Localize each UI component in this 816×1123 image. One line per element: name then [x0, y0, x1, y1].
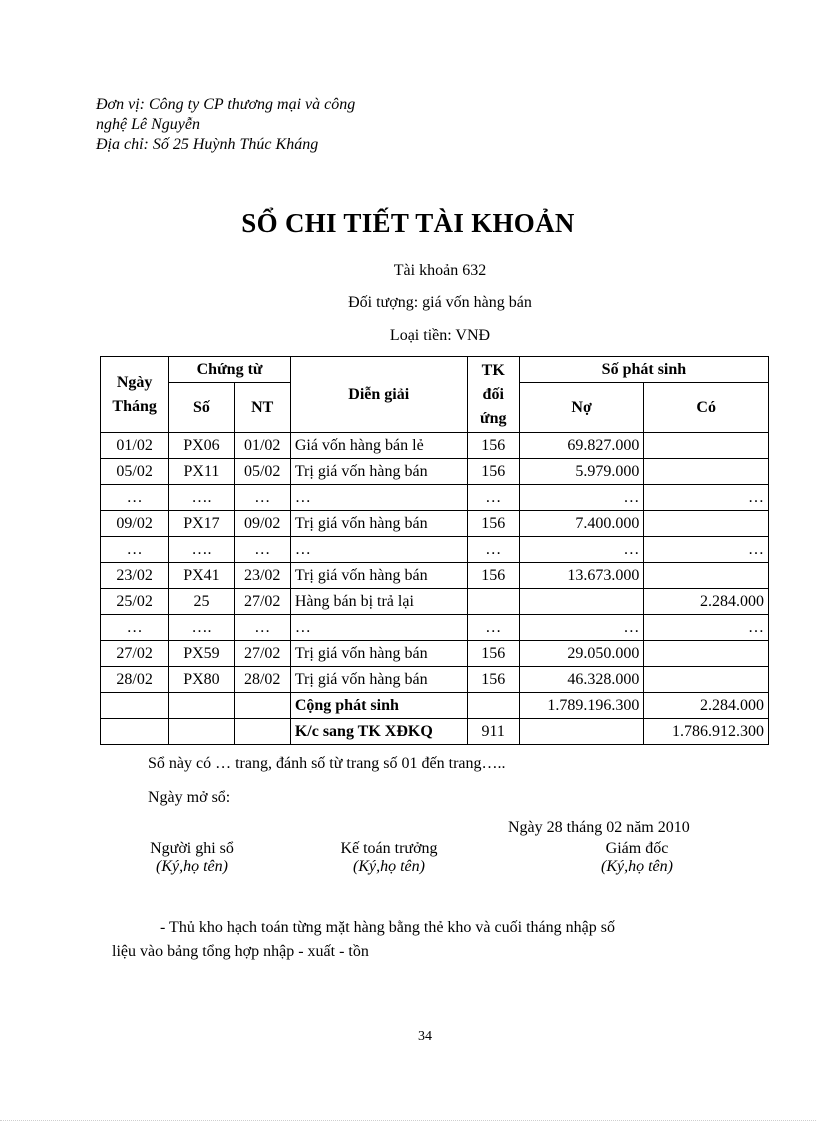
row-account: 156 — [467, 667, 519, 693]
table-row — [101, 459, 769, 485]
header-description: Diễn giải — [290, 357, 467, 433]
header-credit: Có — [644, 383, 769, 433]
row-date: … — [101, 615, 169, 641]
row-debit: 29.050.000 — [519, 641, 644, 667]
row-account: … — [467, 485, 519, 511]
row-voucher-no: PX41 — [169, 563, 234, 589]
row-voucher-no: PX59 — [169, 641, 234, 667]
row-debit — [519, 589, 644, 615]
total-credit: 2.284.000 — [644, 693, 769, 719]
total-label: Cộng phát sinh — [290, 693, 467, 719]
transfer-credit: 1.786.912.300 — [644, 719, 769, 745]
row-debit: … — [519, 485, 644, 511]
row-date: … — [101, 485, 169, 511]
account-label: Tài khoản 632 — [393, 262, 487, 279]
signer-role: Người ghi sổ — [150, 840, 234, 857]
table-row — [101, 667, 769, 693]
row-voucher-date: 09/02 — [234, 511, 290, 537]
sign-date: Ngày 28 tháng 02 năm 2010 — [508, 819, 690, 836]
table-row — [101, 563, 769, 589]
table-row — [101, 615, 769, 641]
document-title: SỔ CHI TIẾT TÀI KHOẢN — [241, 208, 575, 238]
row-account: 156 — [467, 459, 519, 485]
paragraph-line1: - Thủ kho hạch toán từng mặt hàng bằng thẻ kho và cuối tháng nhập số — [160, 919, 615, 936]
row-debit: … — [519, 537, 644, 563]
header-amount: Số phát sinh — [519, 357, 768, 383]
header-debit: Nợ — [519, 383, 644, 433]
row-account: 156 — [467, 563, 519, 589]
company-name-line2: nghệ Lê Nguyễn — [96, 116, 200, 133]
row-voucher-date: 27/02 — [234, 641, 290, 667]
row-voucher-no: …. — [169, 615, 234, 641]
row-voucher-date: … — [234, 615, 290, 641]
row-credit: … — [644, 537, 769, 563]
row-credit — [644, 511, 769, 537]
row-debit: 69.827.000 — [519, 433, 644, 459]
pages-note: Sổ này có … trang, đánh số từ trang số 01 đến trang….. — [148, 755, 506, 772]
header-account: TK đối ứng — [467, 357, 519, 433]
row-voucher-no: …. — [169, 537, 234, 563]
row-account: … — [467, 615, 519, 641]
row-voucher-no: PX06 — [169, 433, 234, 459]
row-voucher-date: 23/02 — [234, 563, 290, 589]
row-description: Giá vốn hàng bán lẻ — [290, 433, 467, 459]
row-voucher-no: …. — [169, 485, 234, 511]
row-voucher-date: 05/02 — [234, 459, 290, 485]
row-description: Hàng bán bị trả lại — [290, 589, 467, 615]
row-voucher-no: 25 — [169, 589, 234, 615]
open-date: Ngày mở sổ: — [148, 789, 231, 806]
header-date: Ngày Tháng — [101, 357, 169, 433]
row-voucher-date: … — [234, 485, 290, 511]
row-credit — [644, 641, 769, 667]
header-voucher-no: Số — [169, 383, 234, 433]
row-description: Trị giá vốn hàng bán — [290, 511, 467, 537]
row-credit: 2.284.000 — [644, 589, 769, 615]
row-description: Trị giá vốn hàng bán — [290, 459, 467, 485]
signer-chief-accountant — [289, 840, 489, 876]
signer-director — [537, 840, 737, 876]
row-account: 156 — [467, 641, 519, 667]
currency-label: Loại tiền: VNĐ — [389, 327, 491, 344]
row-date: 28/02 — [101, 667, 169, 693]
row-credit: … — [644, 615, 769, 641]
row-account — [467, 589, 519, 615]
row-date: 25/02 — [101, 589, 169, 615]
row-debit: 13.673.000 — [519, 563, 644, 589]
row-description: … — [290, 485, 467, 511]
row-date: 23/02 — [101, 563, 169, 589]
row-description: Trị giá vốn hàng bán — [290, 667, 467, 693]
header-voucher-date: NT — [234, 383, 290, 433]
signer-note: (Ký,họ tên) — [353, 858, 425, 875]
row-date: 01/02 — [101, 433, 169, 459]
row-description: Trị giá vốn hàng bán — [290, 563, 467, 589]
page-number: 34 — [418, 1029, 432, 1044]
row-voucher-date: 27/02 — [234, 589, 290, 615]
signer-role: Kế toán trưởng — [340, 840, 438, 857]
row-voucher-no: PX17 — [169, 511, 234, 537]
row-debit: 5.979.000 — [519, 459, 644, 485]
row-voucher-no: PX11 — [169, 459, 234, 485]
company-address: Địa chỉ: Số 25 Huỳnh Thúc Kháng — [96, 136, 319, 153]
row-voucher-no: PX80 — [169, 667, 234, 693]
row-credit — [644, 433, 769, 459]
header-voucher: Chứng từ — [169, 357, 291, 383]
table-row — [101, 485, 769, 511]
signer-note: (Ký,họ tên) — [601, 858, 673, 875]
table-row — [101, 641, 769, 667]
row-debit: 46.328.000 — [519, 667, 644, 693]
page-bottom-rule — [0, 1120, 816, 1121]
table-row — [101, 537, 769, 563]
paragraph-line2: liệu vào bảng tổng hợp nhập - xuất - tồn — [112, 943, 369, 960]
row-debit: 7.400.000 — [519, 511, 644, 537]
object-label: Đối tượng: giá vốn hàng bán — [348, 294, 532, 311]
company-name-line1: Đơn vị: Công ty CP thương mại và công — [96, 96, 356, 113]
row-account: 156 — [467, 511, 519, 537]
total-row — [101, 693, 769, 719]
transfer-row — [101, 719, 769, 745]
row-date: … — [101, 537, 169, 563]
row-voucher-date: … — [234, 537, 290, 563]
row-account: … — [467, 537, 519, 563]
signer-note: (Ký,họ tên) — [156, 858, 228, 875]
table-row — [101, 589, 769, 615]
row-description: Trị giá vốn hàng bán — [290, 641, 467, 667]
transfer-label: K/c sang TK XĐKQ — [290, 719, 467, 745]
row-credit — [644, 667, 769, 693]
row-credit — [644, 459, 769, 485]
total-debit: 1.789.196.300 — [519, 693, 644, 719]
row-description: … — [290, 537, 467, 563]
row-date: 05/02 — [101, 459, 169, 485]
table-row — [101, 433, 769, 459]
row-credit: … — [644, 485, 769, 511]
row-voucher-date: 01/02 — [234, 433, 290, 459]
signer-role: Giám đốc — [605, 840, 669, 857]
ledger-table — [100, 356, 769, 745]
row-description: … — [290, 615, 467, 641]
row-credit — [644, 563, 769, 589]
signer-recorder — [92, 840, 292, 876]
table-row — [101, 511, 769, 537]
row-voucher-date: 28/02 — [234, 667, 290, 693]
row-debit: … — [519, 615, 644, 641]
company-header — [96, 95, 426, 155]
row-date: 27/02 — [101, 641, 169, 667]
row-account: 156 — [467, 433, 519, 459]
row-date: 09/02 — [101, 511, 169, 537]
transfer-account: 911 — [467, 719, 519, 745]
